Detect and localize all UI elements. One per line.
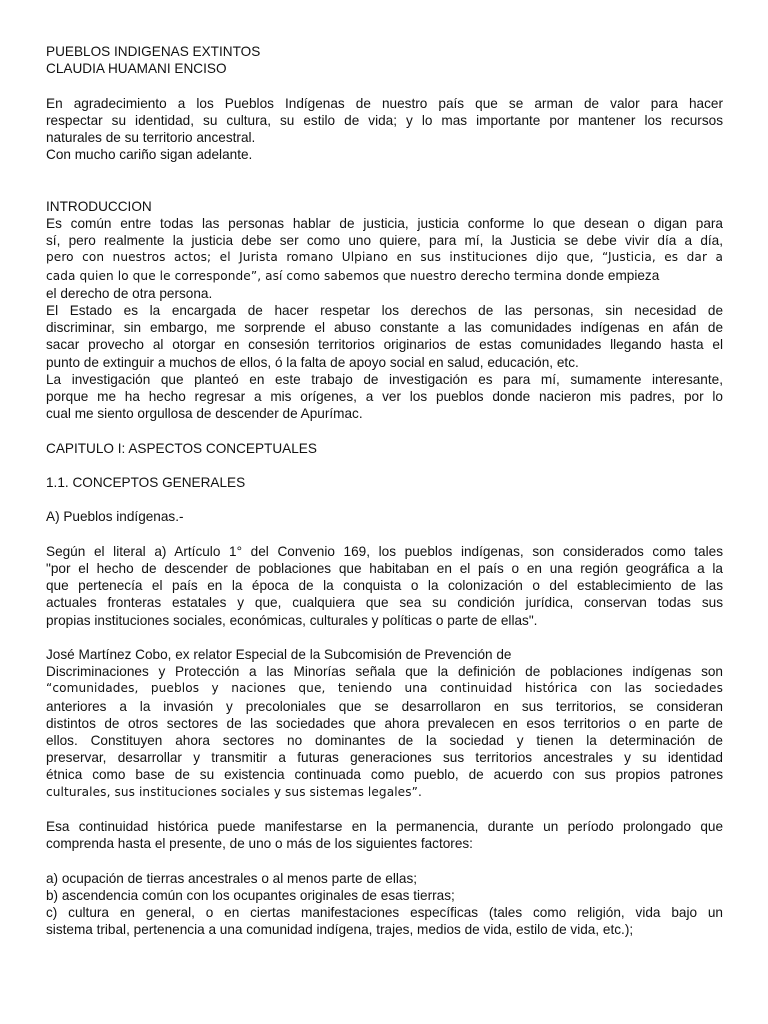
paragraph-line: cual me siento orgullosa de descender de Apurímac. (46, 406, 363, 422)
introduccion-paragraph-1 (46, 215, 723, 302)
dedication-paragraph (46, 95, 723, 164)
cobo-paragraph (46, 646, 723, 801)
paragraph-line: preservar, desarrollar y transmitir a futuras generaciones sus territorios ancestrales y su identidad (46, 750, 723, 766)
paragraph-line: punto de extinguir a muchos de ellos, ó la falta de apoyo social en salud, educación, etc. (46, 354, 579, 370)
dedication-line: En agradecimiento a los Pueblos Indígenas de nuestro país que se arman de valor para hacer (46, 95, 723, 111)
factores-list (46, 870, 723, 939)
document-title: PUEBLOS INDIGENAS EXTINTOS (46, 44, 261, 59)
dedication-line: Con mucho cariño sigan adelante. (46, 147, 253, 163)
paragraph-line: Es común entre todas las personas hablar de justicia, justicia conforme lo que desean o digan para (46, 216, 723, 231)
paragraph-line: La investigación que planteó en este trabajo de investigación es para mí, sumamente interesante, (46, 371, 723, 387)
introduccion-paragraph-2 (46, 302, 723, 371)
capitulo-heading: CAPITULO I: ASPECTOS CONCEPTUALES (46, 440, 317, 456)
continuidad-paragraph (46, 818, 723, 852)
dedication-line: respectar su identidad, su cultura, su estilo de vida; y lo mas importante por mantener los recursos (46, 112, 723, 128)
paragraph-line: “comunidades, pueblos y naciones que, teniendo una continuidad histórica con las sociedades (46, 681, 723, 696)
document-author: CLAUDIA HUAMANI ENCISO (46, 61, 227, 77)
list-item: c) cultura en general, o en ciertas manifestaciones específicas (tales como religión, vida bajo un (46, 905, 723, 921)
paragraph-line: ellos. Constituyen ahora sectores no dominantes de la sociedad y tienen la determinación de (46, 733, 723, 749)
dedication-line: naturales de su territorio ancestral. (46, 130, 256, 145)
section-heading: 1.1. CONCEPTOS GENERALES (46, 475, 246, 491)
paragraph-line: Esa continuidad histórica puede manifestarse en la permanencia, durante un período prolongado que (46, 819, 723, 835)
paragraph-line: Discriminaciones y Protección a las Minorías señala que la definición de poblaciones indígenas son (46, 664, 723, 680)
paragraph-line: que pertenecía el país en la época de la conquista o la colonización o del establecimiento de las (46, 578, 723, 594)
paragraph-line: Según el literal a) Artículo 1° del Convenio 169, los pueblos indígenas, son considerados como tales (46, 543, 723, 559)
paragraph-line: propias instituciones sociales, económicas, culturales y políticas o parte de ellas". (46, 612, 538, 628)
convenio-paragraph (46, 543, 723, 629)
list-item: a) ocupación de tierras ancestrales o al menos parte de ellas; (46, 870, 418, 886)
paragraph-line: culturales, sus instituciones sociales y sus sistemas legales”. (46, 784, 422, 799)
paragraph-line: anteriores a la invasión y precoloniales que se desarrollaron en sus territorios, se consideran (46, 698, 723, 714)
paragraph-line: el derecho de otra persona. (46, 285, 213, 301)
list-item: b) ascendencia común con los ocupantes originales de esas tierras; (46, 887, 455, 903)
paragraph-line (46, 267, 723, 285)
paragraph-line: actuales fronteras estatales y que, cualquiera que sea su condición jurídica, conservan todas sus (46, 595, 723, 611)
paragraph-line: El Estado es la encargada de hacer respetar los derechos de las personas, sin necesidad de (46, 303, 723, 319)
subsection-heading: A) Pueblos indígenas.- (46, 509, 184, 525)
introduccion-heading: INTRODUCCION (46, 198, 152, 214)
paragraph-line-part: de empieza (588, 267, 660, 283)
paragraph-line: discriminar, sin embargo, me sorprende el abuso constante a las comunidades indígenas en afán de (46, 320, 723, 336)
paragraph-line: pero con nuestros actos; el Jurista romano Ulpiano en sus instituciones dijo que, “Justicia, es dar a (46, 250, 723, 265)
paragraph-line: sí, pero realmente la justicia debe ser como uno quiere, para mí, la Justicia se debe vivir día a día, (46, 233, 723, 249)
paragraph-line-part: cada quien lo que le corresponde”, así como sabemos que nuestro derecho termina don (46, 268, 589, 283)
introduccion-paragraph-3 (46, 371, 723, 423)
paragraph-line: José Martínez Cobo, ex relator Especial de la Subcomisión de Prevención de (46, 647, 512, 662)
paragraph-line: distintos de otros sectores de las sociedades que ahora prevalecen en esos territorios o en parte de (46, 715, 723, 731)
paragraph-line: porque me ha hecho regresar a mis orígenes, a ver los pueblos donde nacieron mis padres, por lo (46, 389, 723, 405)
paragraph-line: comprenda hasta el presente, de uno o más de los siguientes factores: (46, 836, 473, 852)
paragraph-line: sacar provecho al otorgar en consesión territorios originarios de estas comunidades llegando hasta el (46, 337, 723, 353)
paragraph-line: étnica como base de su existencia continuada como pueblo, de acuerdo con sus propios patrones (46, 767, 723, 783)
list-item: sistema tribal, pertenencia a una comunidad indígena, trajes, medios de vida, estilo de vida, etc.); (46, 922, 634, 938)
document-page (46, 43, 723, 938)
paragraph-line: "por el hecho de descender de poblaciones que habitaban en el país o en una región geográfica a la (46, 561, 723, 576)
